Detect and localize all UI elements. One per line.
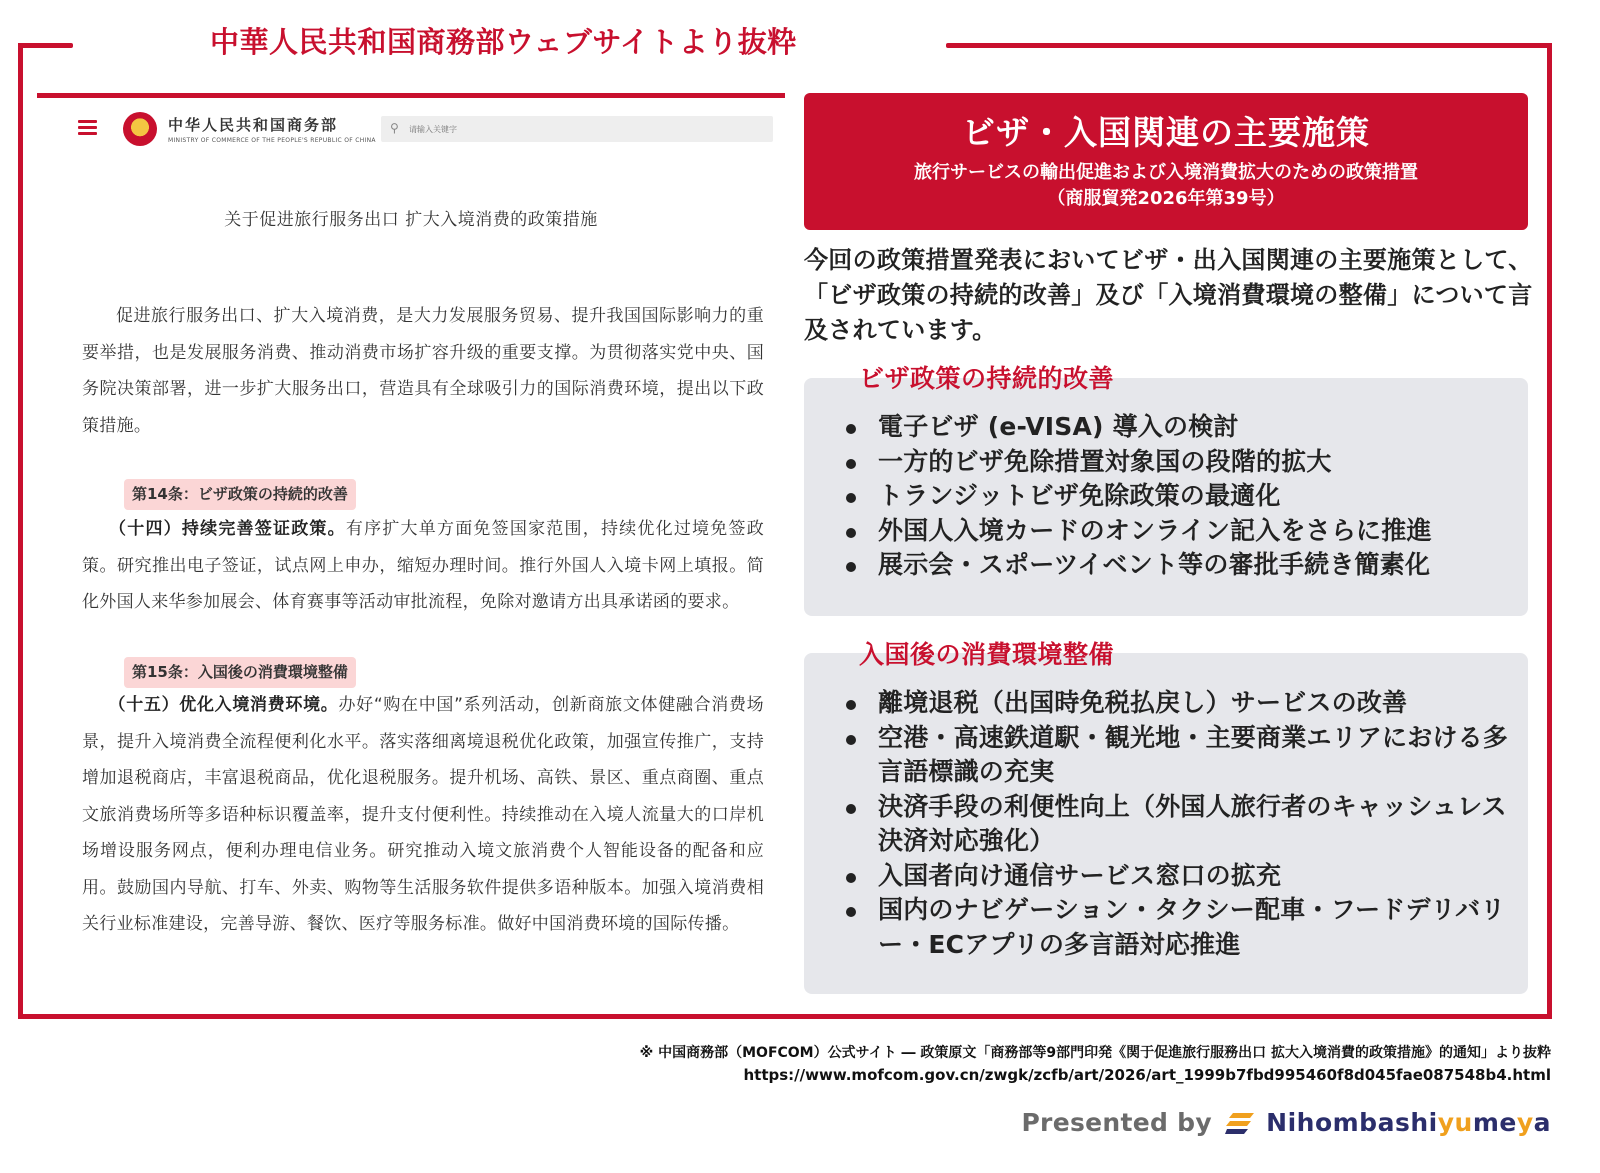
article-15-paragraph xyxy=(82,687,764,943)
frame-border-bottom xyxy=(18,1014,1552,1019)
bullet-text: トランジットビザ免除政策の最適化 xyxy=(878,481,1281,510)
frame-border-top-left xyxy=(18,43,73,48)
list-item xyxy=(844,445,1514,480)
visa-bullet-list xyxy=(844,410,1514,583)
bullet-text: 離境退税（出国時免税払戻し）サービスの改善 xyxy=(878,688,1408,717)
hamburger-menu-icon[interactable] xyxy=(78,120,97,136)
list-item xyxy=(844,893,1514,962)
bullet-text: 国内のナビゲーション・タクシー配車・フードデリバリー・ECアプリの多言語対応推進 xyxy=(878,895,1506,959)
summary-subtitle: 旅行サービスの輸出促進および入境消費拡大のための政策措置 xyxy=(914,162,1418,183)
list-item xyxy=(844,514,1514,549)
bullet-icon xyxy=(846,528,856,538)
bullet-icon xyxy=(846,493,856,503)
article-15-lead: （十五）优化入境消费环境。 xyxy=(108,695,339,715)
consumption-bullet-list xyxy=(844,686,1514,962)
ministry-name-en: MINISTRY OF COMMERCE OF THE PEOPLE'S REPUBLIC OF CHINA xyxy=(168,137,376,144)
frame-border-right xyxy=(1547,43,1552,1019)
bullet-text: 空港・高速鉄道駅・観光地・主要商業エリアにおける多言語標識の充実 xyxy=(878,722,1509,786)
article-14-tag: 第14条：ビザ政策の持続的改善 xyxy=(124,479,356,510)
nihombashiyumeya-logo-icon xyxy=(1225,1110,1255,1136)
frame-border-left xyxy=(18,43,23,1019)
bullet-icon xyxy=(846,459,856,469)
brand-name xyxy=(1266,1108,1551,1137)
list-item xyxy=(844,548,1514,583)
bullet-text: 一方的ビザ免除措置対象国の段階的拡大 xyxy=(878,446,1332,476)
article-intro-paragraph: 促进旅行服务出口、扩大入境消费，是大力发展服务贸易、提升我国国际影响力的重要举措，也是发展服务消费、推动消费市场扩容升级的重要支撑。为贯彻落实党中央、国务院决策部署，进一步扩大服务出口，营造具有全球吸引力的国际消费环境，提出以下政策措施。 xyxy=(82,306,764,436)
bullet-text: 入国者向け通信サービス窓口の拡充 xyxy=(878,860,1282,890)
list-item xyxy=(844,410,1514,445)
bullet-text: 外国人入境カードのオンライン記入をさらに推進 xyxy=(878,515,1432,545)
consumption-section-heading: 入国後の消費環境整備 xyxy=(855,635,1118,671)
bullet-icon xyxy=(846,804,856,814)
bullet-icon xyxy=(846,907,856,917)
bullet-icon xyxy=(846,424,856,434)
bullet-icon xyxy=(846,700,856,710)
bullet-text: 決済手段の利便性向上（外国人旅行者のキャッシュレス決済対応強化） xyxy=(878,791,1507,855)
article-14-paragraph xyxy=(82,511,764,621)
national-emblem-icon xyxy=(123,112,157,146)
summary-doc-number: （商服貿発2026年第39号） xyxy=(1047,188,1285,209)
search-input[interactable] xyxy=(409,120,749,138)
article-15-body: 办好“购在中国”系列活动，创新商旅文体健融合消费场景，提升入境消费全流程便利化水平。落实落细离境退税优化政策，加强宣传推广，支持增加退税商店，丰富退税商品，优化退税服务。提升机场、高铁、景区、重点商圈、重点文旅消费场所等多语种标识覆盖率，提升支付便利性。持续推动在入境人流量大的口岸机场增设服务网点，便利办理电信业务。研究推动入境文旅消费个人智能设备的配备和应用。鼓励国内导航、打车、外卖、购物等生活服务软件提供多语种版本。加强入境消费相关行业标准建设，完善导游、餐饮、医疗等服务标准。做好中国消费环境的国际传播。 xyxy=(82,695,764,934)
bullet-text: 展示会・スポーツイベント等の審批手続き簡素化 xyxy=(878,550,1431,579)
search-box[interactable] xyxy=(381,116,773,142)
frame-title: 中華人民共和国商務部ウェブサイトより抜粋 xyxy=(210,25,797,59)
list-item xyxy=(844,859,1514,894)
source-url[interactable]: https://www.mofcom.gov.cn/zwgk/zcfb/art/2026/art_1999b7fbd995460f8d045fae087548b4.html xyxy=(743,1066,1551,1084)
article-title: 关于促进旅行服务出口 扩大入境消费的政策措施 xyxy=(224,210,598,230)
bullet-text: 電子ビザ (e-VISA) 導入の検討 xyxy=(878,412,1239,441)
presented-by-label: Presented by xyxy=(1021,1108,1212,1137)
visa-section-heading: ビザ政策の持続的改善 xyxy=(855,359,1118,395)
brand-name-accent: y xyxy=(1516,1108,1534,1137)
brand-name-accent: yu xyxy=(1437,1108,1473,1137)
summary-title: ビザ・入国関連の主要施策 xyxy=(962,113,1370,152)
frame-border-top-right xyxy=(946,43,1552,48)
brand-name-part: Nihombashi xyxy=(1266,1108,1438,1137)
source-note: ※ 中国商務部（MOFCOM）公式サイト ― 政策原文「商務部等9部門印発《関于促進旅行服務出口 拡大入境消費的政策措施》的通知」より抜粋 xyxy=(639,1045,1551,1061)
list-item xyxy=(844,721,1514,790)
list-item xyxy=(844,790,1514,859)
bullet-icon xyxy=(846,873,856,883)
website-header xyxy=(37,100,785,160)
presented-by xyxy=(1021,1108,1551,1148)
search-icon[interactable]: ⚲ xyxy=(390,121,399,135)
summary-headline-box xyxy=(804,93,1528,230)
article-15-tag: 第15条：入国後の消費環境整備 xyxy=(124,657,356,688)
article-14-lead: （十四）持续完善签证政策。 xyxy=(108,519,346,539)
list-item xyxy=(844,479,1514,514)
brand-name-part: a xyxy=(1533,1108,1551,1137)
ministry-name[interactable]: 中华人民共和国商务部 xyxy=(168,116,339,134)
summary-intro: 今回の政策措置発表においてビザ・出入国関連の主要施策として、「ビザ政策の持続的改善」及び「入境消費環境の整備」について言及されています。 xyxy=(804,246,1533,344)
bullet-icon xyxy=(846,562,856,572)
list-item xyxy=(844,686,1514,721)
website-top-bar xyxy=(37,93,785,98)
article-14-body: 有序扩大单方面免签国家范围，持续优化过境免签政策。研究推出电子签证，试点网上申办，缩短办理时间。推行外国人入境卡网上填报。简化外国人来华参加展会、体育赛事等活动审批流程，免除对邀请方出具承诺函的要求。 xyxy=(82,519,764,612)
bullet-icon xyxy=(846,735,856,745)
brand-name-part: me xyxy=(1472,1108,1517,1137)
